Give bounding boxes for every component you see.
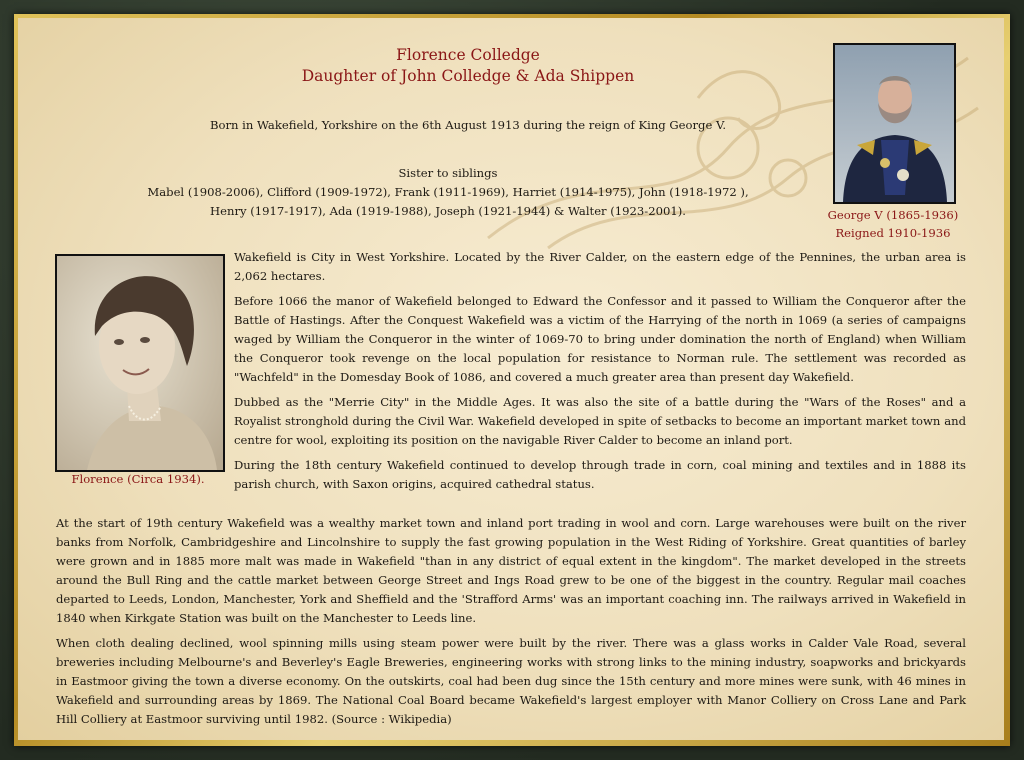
paragraph-norman-era: Before 1066 the manor of Wakefield belonged to Edward the Confessor and it passed to William the Conqueror after the Battle of Hastings. After the Conquest Wakefield was a victim of the Harrying of the north in 1069 (a series of campaigns waged by William the Conqueror in the winter of 1069-70 to bring under domination the north of England) when William the Conqueror took revenge on the local population for resistance to Norman rule. The settlement was recorded as "Wachfeld" in the Domesday Book of 1086, and covered a much greater area than present day Wakefield.: [234, 294, 966, 384]
florence-portrait: [55, 254, 225, 472]
paragraph-industry: When cloth dealing declined, wool spinning mills using steam power were built by the river. There was a glass works in Calder Vale Road, several breweries including Melbourne's and Beverley's Eagle Breweries, engineering works with strong links to the mining industry, soapworks and brickyards in Eastmoor giving the town a diverse economy. On the outskirts, coal had been dug since the 15th century and more mines were sunk, with 46 mines in Wakefield and surrounding areas by 1869. The National Coal Board became Wakefield's largest employer with Manor Colliery on Cross Lane and Park Hill Colliery at Eastmoor surviving until 1982. (Source : Wikipedia): [56, 636, 966, 726]
king-george-portrait: [833, 43, 956, 204]
king-reign-caption: Reigned 1910-1936: [835, 226, 951, 240]
history-text-lower: [56, 514, 966, 735]
page-title: Florence Colledge: [396, 46, 540, 64]
paragraph-18th-century: During the 18th century Wakefield continued to develop through trade in corn, coal mining and textiles and in 1888 its parish church, with Saxon origins, acquired cathedral status.: [234, 458, 966, 491]
parentage-subtitle: Daughter of John Colledge & Ada Shippen: [301, 67, 635, 85]
siblings-list-line-2: Henry (1917-1917), Ada (1919-1988), Joseph (1921-1944) & Walter (1923-2001).: [210, 204, 686, 218]
siblings-heading: Sister to siblings: [398, 166, 498, 180]
paragraph-19th-century: At the start of 19th century Wakefield was a wealthy market town and inland port trading in wool and corn. Large warehouses were built on the river banks from Norfolk, Cambridgeshire and Lincolnshire to supply the fast growing population in the West Riding of Yorkshire. Great quantities of barley were grown and in 1885 more malt was made in Wakefield "than in any district of equal extent in the kingdom". The market developed in the streets around the Bull Ring and the cattle market between George Street and Ings Road grew to be one of the biggest in the country. Regular mail coaches departed to Leeds, London, Manchester, York and Sheffield and the 'Strafford Arms' was an important coaching inn. The railways arrived in Wakefield in 1840 when Kirkgate Station was built on the Manchester to Leeds line.: [56, 516, 966, 625]
parchment-page: [18, 18, 1004, 740]
siblings-list-line-1: Mabel (1908-2006), Clifford (1909-1972), Frank (1911-1969), Harriet (1914-1975), John (1918-1972 ),: [147, 185, 749, 199]
history-text-upper: [234, 248, 966, 500]
birth-statement: Born in Wakefield, Yorkshire on the 6th August 1913 during the reign of King George V.: [209, 118, 727, 132]
paragraph-middle-ages: Dubbed as the "Merrie City" in the Middle Ages. It was also the site of a battle during the "Wars of the Roses" and a Royalist stronghold during the Civil War. Wakefield developed in spite of setbacks to become an important market town and centre for wool, exploiting its position on the navigable River Calder to become an inland port.: [234, 395, 966, 447]
paragraph-location: Wakefield is City in West Yorkshire. Located by the River Calder, on the eastern edge of the Pennines, the urban area is 2,062 hectares.: [234, 250, 966, 283]
florence-caption: Florence (Circa 1934).: [71, 472, 205, 486]
king-name-caption: George V (1865-1936): [827, 208, 959, 222]
